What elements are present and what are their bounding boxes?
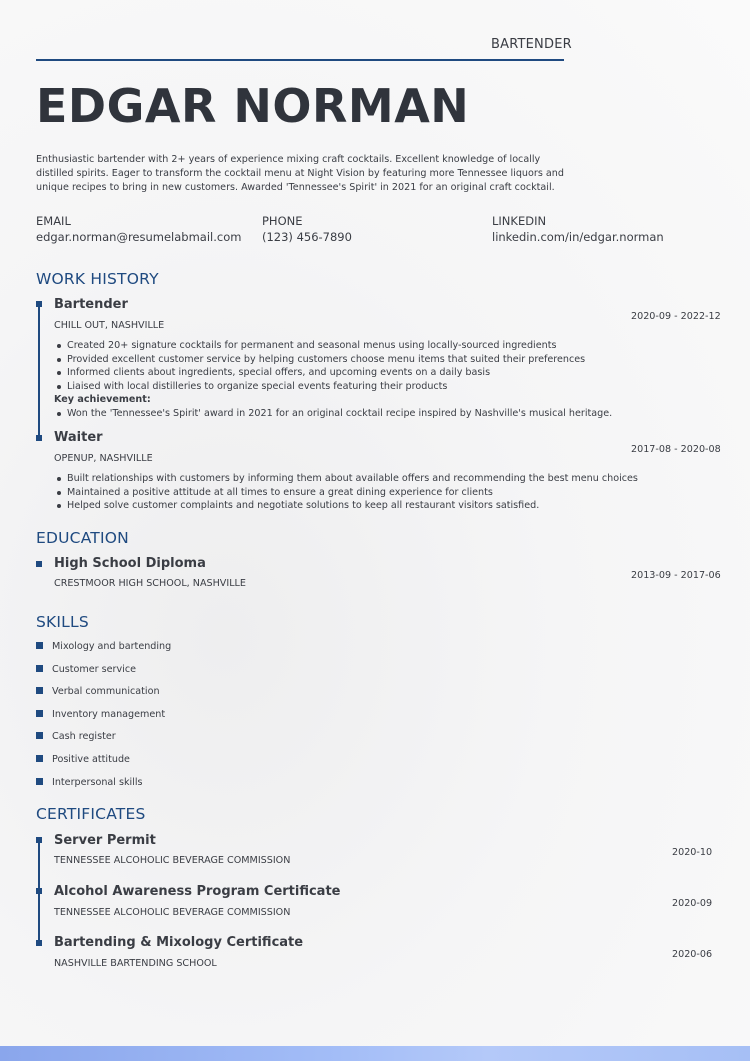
job-dates: 2020-09 - 2022-12	[631, 311, 721, 322]
timeline-marker-icon	[36, 940, 42, 946]
job-dates: 2017-08 - 2020-08	[631, 444, 721, 455]
skill-label: Inventory management	[52, 709, 166, 720]
linkedin-label: LINKEDIN	[492, 214, 547, 228]
key-achievement-label: Key achievement:	[54, 394, 151, 406]
bullet: Helped solve customer complaints and negotiate solutions to keep all restaurant visitors satisfied.	[54, 499, 638, 513]
footer-bar	[0, 1046, 750, 1061]
bullet: Created 20+ signature cocktails for permanent and seasonal menus using locally-sourced ingredients	[54, 339, 612, 353]
phone-value[interactable]: (123) 456-7890	[262, 230, 352, 244]
email-value[interactable]: edgar.norman@resumelabmail.com	[36, 230, 242, 244]
education-degree: High School Diploma	[54, 556, 206, 571]
section-title-skills: SKILLS	[36, 613, 89, 631]
job-title-bartender: Bartender	[54, 297, 128, 312]
phone-label: PHONE	[262, 214, 303, 228]
skill-item	[36, 709, 165, 720]
certificate-date: 2020-10	[672, 847, 713, 858]
skill-label: Positive attitude	[52, 754, 130, 765]
education-dates: 2013-09 - 2017-06	[631, 570, 721, 581]
job-title-waiter: Waiter	[54, 430, 103, 445]
education-school: CRESTMOOR HIGH SCHOOL, NASHVILLE	[54, 578, 246, 589]
certificate-name: Bartending & Mixology Certificate	[54, 935, 304, 950]
header-divider	[36, 59, 564, 61]
square-bullet-icon	[36, 755, 43, 762]
skill-label: Verbal communication	[52, 686, 160, 697]
job-title: BARTENDER	[491, 37, 572, 52]
square-bullet-icon	[36, 778, 43, 785]
section-title-certificates: CERTIFICATES	[36, 805, 146, 823]
skill-item	[36, 731, 116, 742]
bullet: Won the 'Tennessee's Spirit' award in 2021 for an original cocktail recipe inspired by Nashville's musical heritage.	[54, 407, 612, 421]
job-bullets	[54, 472, 638, 513]
bullet: Informed clients about ingredients, special offers, and upcoming events on a daily basis	[54, 366, 612, 380]
bullet: Built relationships with customers by informing them about available offers and recommending the best menu choices	[54, 472, 638, 486]
skill-label: Interpersonal skills	[52, 777, 143, 788]
certificate-issuer: TENNESSEE ALCOHOLIC BEVERAGE COMMISSION	[54, 855, 291, 866]
contact-linkedin	[492, 213, 664, 245]
section-title-education: EDUCATION	[36, 529, 129, 547]
square-bullet-icon	[36, 561, 42, 567]
linkedin-value[interactable]: linkedin.com/in/edgar.norman	[492, 230, 664, 244]
certificate-name: Alcohol Awareness Program Certificate	[54, 884, 341, 899]
job-bullets	[54, 339, 612, 421]
section-title-work-history: WORK HISTORY	[36, 270, 159, 288]
email-label: EMAIL	[36, 214, 71, 228]
square-bullet-icon	[36, 732, 43, 739]
certificate-date: 2020-06	[672, 949, 713, 960]
contact-phone	[262, 213, 352, 245]
candidate-name: EDGAR NORMAN	[36, 79, 470, 133]
timeline-marker-icon	[36, 888, 42, 894]
skill-label: Cash register	[52, 731, 116, 742]
skill-item	[36, 641, 171, 652]
square-bullet-icon	[36, 710, 43, 717]
timeline-marker-icon	[36, 435, 42, 441]
square-bullet-icon	[36, 687, 43, 694]
certificate-issuer: NASHVILLE BARTENDING SCHOOL	[54, 958, 217, 969]
certificate-issuer: TENNESSEE ALCOHOLIC BEVERAGE COMMISSION	[54, 907, 291, 918]
timeline-line	[38, 304, 40, 438]
square-bullet-icon	[36, 642, 43, 649]
certificate-name: Server Permit	[54, 833, 156, 848]
bullet: Provided excellent customer service by helping customers choose menu items that suited their preferences	[54, 353, 612, 367]
skill-label: Customer service	[52, 664, 137, 675]
certificate-date: 2020-09	[672, 898, 713, 909]
square-bullet-icon	[36, 665, 43, 672]
skill-item	[36, 754, 130, 765]
contact-email	[36, 213, 241, 245]
job-company: CHILL OUT, NASHVILLE	[54, 320, 165, 331]
skill-label: Mixology and bartending	[52, 641, 172, 652]
bullet: Maintained a positive attitude at all times to ensure a great dining experience for clients	[54, 486, 638, 500]
skill-item	[36, 686, 160, 697]
job-company: OPENUP, NASHVILLE	[54, 453, 153, 464]
skill-item	[36, 777, 143, 788]
bullet: Liaised with local distilleries to organize special events featuring their products	[54, 380, 612, 394]
summary: Enthusiastic bartender with 2+ years of experience mixing craft cocktails. Excellent knowledge of locally distilled spirits. Eager to transform the cocktail menu at Night Vision by featuring more Tennessee liquors and unique recipes to bring in new customers. Awarded 'Tennessee's Spirit' in 2021 for an original craft cocktail.	[36, 154, 564, 193]
skill-item	[36, 664, 136, 675]
